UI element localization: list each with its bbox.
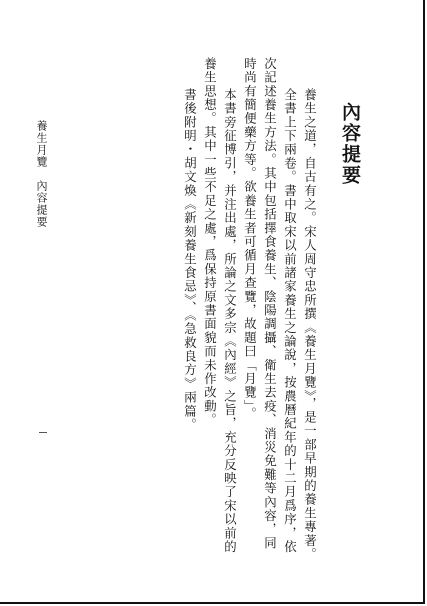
text-line-4: 時尚有簡便藥方等。欲養生者可循月查覽，故題曰「月覽」。: [242, 57, 258, 421]
margin-mark: [39, 432, 47, 433]
text-line-6: 養生思想。其中一些不足之處，爲保持原書面貌而未作改動。: [202, 57, 218, 427]
text-line-5: 本書旁征博引，并注出處，所論之文多宗《內經》之旨，充分反映了宋以前的: [222, 88, 238, 554]
page-title: 內容提要: [339, 102, 361, 186]
text-line-2: 全書上下兩卷。書中取宋以前諸家養生之論說，按農曆紀年的十二月爲序，依: [282, 88, 298, 554]
text-line-7: 書後附明・胡文煥《新刻養生食忌》、《急救良方》兩篇。: [182, 88, 198, 432]
text-line-3: 次記述養生方法。其中包括擇食養生、陰陽調攝、衛生去疫、消災免難等內容，同: [262, 57, 278, 551]
running-header: 養生月覽 內容提要: [35, 120, 48, 228]
text-line-1: 養生之道，自古有之。宋人周守忠所撰《養生月覽》，是一部早期的養生專著。: [302, 88, 318, 562]
